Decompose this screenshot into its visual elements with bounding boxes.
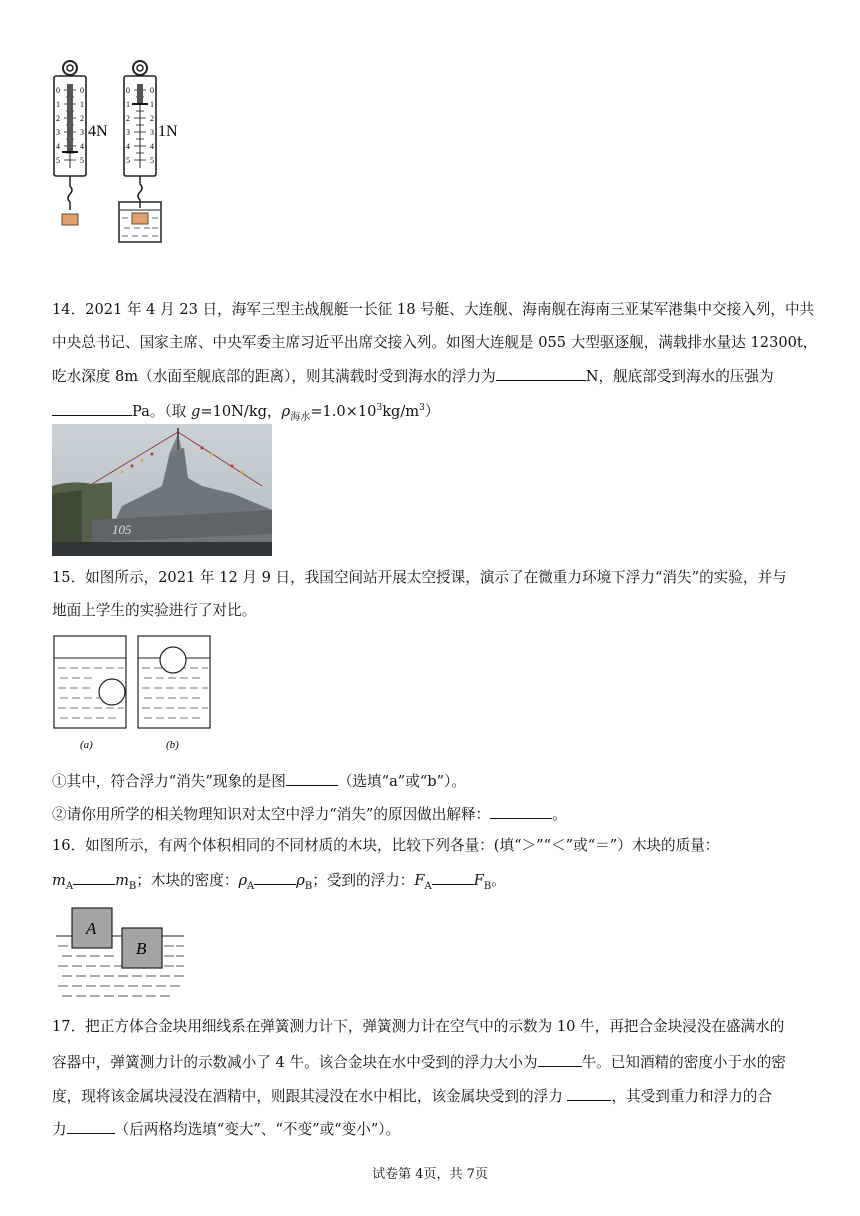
svg-text:1: 1: [150, 100, 154, 109]
q14-line1: 14．2021 年 4 月 23 日，海军三型主战舰艇一长征 18 号艇、大连舰、海南舰在海南三亚某军港集中交接入列，中共: [52, 301, 815, 318]
svg-text:4: 4: [80, 142, 84, 151]
q15-blank-figure[interactable]: [286, 770, 338, 786]
spring-scale-figure: [48, 56, 198, 246]
ship-photo: [52, 424, 272, 556]
q17-line3: 度，现将该金属块浸没在酒精中，则跟其浸没在水中相比，该金属块受到的浮力 ，其受到重力和浮力的合: [52, 1085, 812, 1107]
svg-text:5: 5: [126, 156, 130, 165]
q15-blank-explanation[interactable]: [490, 803, 552, 819]
q15-line1: 15．如图所示，2021 年 12 月 9 日，我国空间站开展太空授课，演示了在微重力环境下浮力“消失”的实验，并与: [52, 569, 787, 586]
q14-blank-pressure[interactable]: [52, 400, 132, 416]
q16-line1: 16．如图所示，有两个体积相同的不同材质的木块，比较下列各量：(填“＞”“＜”或“＝”）木块的质量：: [52, 837, 720, 854]
q16-blank-buoyancy[interactable]: [432, 869, 474, 885]
svg-text:0: 0: [56, 86, 60, 95]
q15-line2: 地面上学生的实验进行了对比。: [52, 602, 257, 619]
svg-text:2: 2: [150, 114, 154, 123]
svg-text:4: 4: [56, 142, 60, 151]
q14-number: 14．: [52, 301, 86, 318]
svg-text:5: 5: [80, 156, 84, 165]
block-b-label: B: [136, 939, 147, 958]
ship-hull-number: 105: [112, 522, 132, 537]
q14-line2: 中央总书记、国家主席、中央军委主席习近平出席交接入列。如图大连舰是 055 大型驱逐舰，满载排水量达 12300t，: [52, 334, 818, 351]
left-spring-scale: [54, 61, 108, 225]
q14-blank-buoyancy[interactable]: [496, 365, 586, 381]
buoyancy-comparison-figure: [52, 634, 214, 756]
left-reading: 4N: [88, 123, 108, 140]
q17-line2: 容器中，弹簧测力计的示数减小了 4 牛。该合金块在水中受到的浮力大小为 牛。已知酒精的密度小于水的密: [52, 1051, 812, 1073]
q14-line3: 吃水深度 8m（水面至舰底部的距离），则其满载时受到海水的浮力为 N，舰底部受到海水的压强为: [52, 365, 812, 387]
beaker-a: [54, 636, 126, 728]
beaker-b: [138, 636, 210, 728]
svg-text:1: 1: [80, 100, 84, 109]
block-a-label: A: [86, 919, 97, 938]
svg-text:2: 2: [126, 114, 130, 123]
svg-text:4: 4: [150, 142, 154, 151]
svg-text:3: 3: [80, 128, 84, 137]
q14-line4: Pa。（取 g=10N/kg，$\rho_{海水}=1.0\times 10^3kg/m^3$）: [52, 398, 812, 428]
q17-blank-buoyancy-change[interactable]: [567, 1085, 611, 1101]
right-spring-scale: [119, 61, 178, 242]
svg-text:1: 1: [126, 100, 130, 109]
svg-text:1: 1: [56, 100, 60, 109]
svg-text:0: 0: [80, 86, 84, 95]
svg-text:4: 4: [126, 142, 130, 151]
svg-text:0: 0: [126, 86, 130, 95]
svg-text:3: 3: [126, 128, 130, 137]
q17-number: 17．: [52, 1018, 86, 1035]
q15-number: 15．: [52, 569, 86, 586]
q15-sub2: ②请你用所学的相关物理知识对太空中浮力“消失”的原因做出解释： 。: [52, 803, 812, 825]
q15-sub1: ①其中，符合浮力“消失”现象的是图 （选填“a”或“b”）。: [52, 770, 812, 792]
label-a: (a): [80, 739, 93, 751]
wood-blocks-figure: [52, 904, 188, 1000]
q16-blank-density[interactable]: [254, 869, 296, 885]
svg-text:2: 2: [80, 114, 84, 123]
q16-number: 16．: [52, 837, 86, 854]
right-reading: 1N: [158, 123, 178, 140]
q17-line1: 17．把正方体合金块用细线系在弹簧测力计下，弹簧测力计在空气中的示数为 10 牛，再把合金块浸没在盛满水的: [52, 1018, 785, 1035]
page-footer: 试卷第 4页，共 7页: [372, 1167, 488, 1182]
q16-line2: $m_A$ $m_B$；木块的密度：$\rho_A$ $\rho_B$；受到的浮力：$F_A$ $F_B$。: [52, 869, 812, 897]
label-b: (b): [166, 739, 179, 751]
svg-text:2: 2: [56, 114, 60, 123]
q17-blank-buoyancy[interactable]: [538, 1051, 582, 1067]
q16-blank-mass[interactable]: [73, 869, 115, 885]
svg-text:3: 3: [56, 128, 60, 137]
svg-text:5: 5: [56, 156, 60, 165]
svg-text:0: 0: [150, 86, 154, 95]
svg-text:3: 3: [150, 128, 154, 137]
svg-text:5: 5: [150, 156, 154, 165]
q17-line4: 力 （后两格均选填“变大”、“不变”或“变小”）。: [52, 1118, 812, 1140]
q17-blank-resultant[interactable]: [67, 1118, 115, 1134]
